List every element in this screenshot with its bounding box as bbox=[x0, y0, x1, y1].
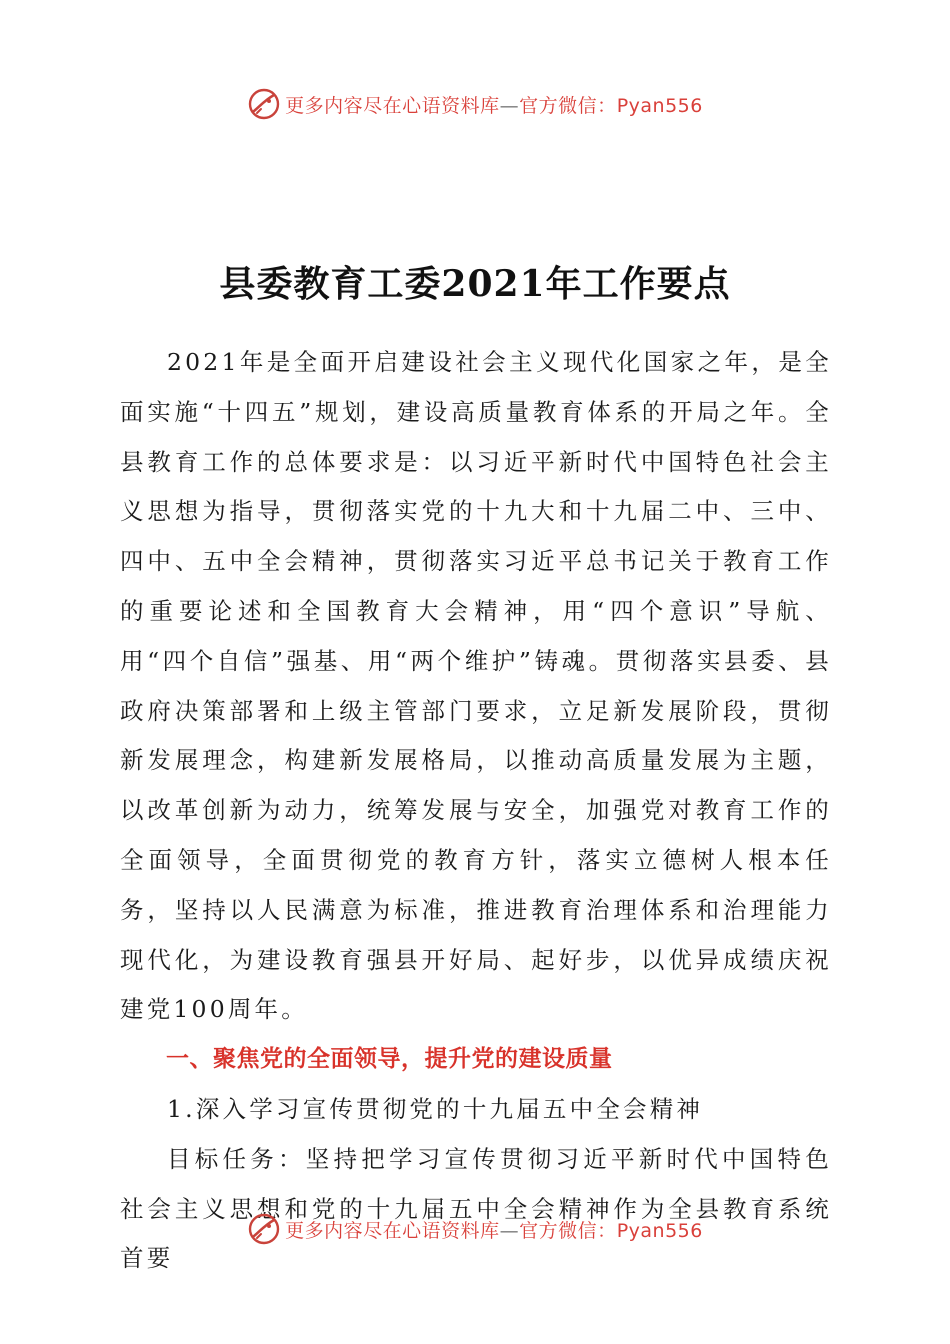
footer-watermark-banner bbox=[0, 1209, 950, 1249]
pen-circle-icon bbox=[247, 87, 281, 121]
pen-circle-icon bbox=[247, 1212, 281, 1246]
document-title: 县委教育工委2021年工作要点 bbox=[219, 263, 731, 305]
watermark-text: 更多内容尽在心语资料库—官方微信：Pyan556 bbox=[285, 1219, 703, 1242]
intro-paragraph: 2021年是全面开启建设社会主义现代化国家之年，是全面实施“十四五”规划，建设高质量教育体系的开局之年。全县教育工作的总体要求是：以习近平新时代中国特色社会主义思想为指导，贯彻落实党的十九大和十九届二中、三中、四中、五中全会精神，贯彻落实习近平总书记关于教育工作的重要论述和全国教育大会精神，用“四个意识”导航、用“四个自信”强基、用“两个维护”铸魂。贯彻落实县委、县政府决策部署和上级主管部门要求，立足新发展阶段，贯彻新发展理念，构建新发展格局，以推动高质量发展为主题，以改革创新为动力，统筹发展与安全，加强党对教育工作的全面领导，全面贯彻党的教育方针，落实立德树人根本任务，坚持以人民满意为标准，推进教育治理体系和治理能力现代化，为建设教育强县开好局、起好步，以优异成绩庆祝建党100周年。 bbox=[120, 348, 832, 1024]
item-1-title: 1.深入学习宣传贯彻党的十九届五中全会精神 bbox=[167, 1094, 704, 1123]
document-body bbox=[120, 338, 832, 1284]
watermark-text: 更多内容尽在心语资料库—官方微信：Pyan556 bbox=[285, 94, 703, 117]
item-1-body: 目标任务：坚持把学习宣传贯彻习近平新时代中国特色社会主义思想和党的十九届五中全会精神作为全县教育系统首要 bbox=[120, 1144, 832, 1273]
section-heading-1: 一、聚焦党的全面领导，提升党的建设质量 bbox=[166, 1046, 613, 1073]
header-watermark-banner bbox=[0, 84, 950, 124]
